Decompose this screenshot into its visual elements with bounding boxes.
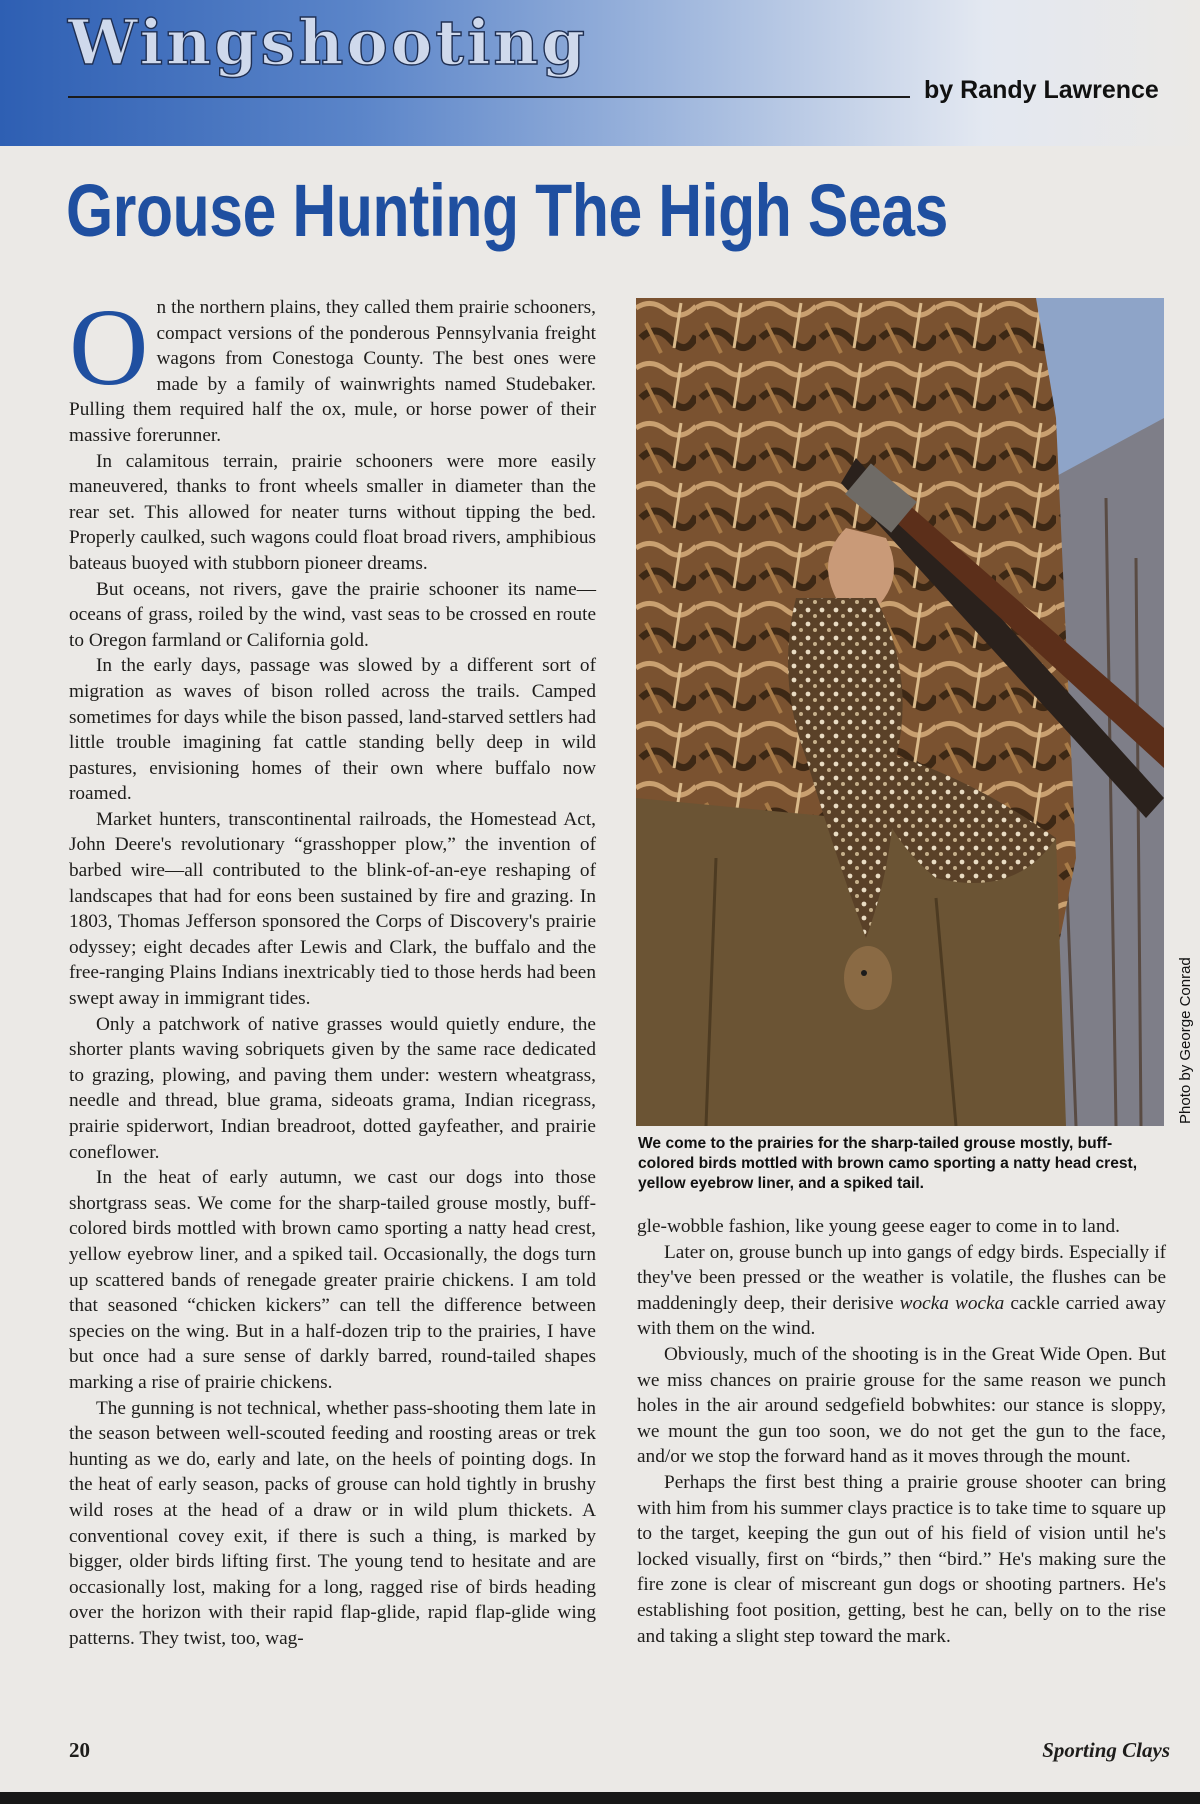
drop-cap: O <box>69 286 149 408</box>
article-paragraph-12: Perhaps the first best thing a prairie grouse shooter can bring with him from his summer clays practice is to take time to square up to the target, keeping the gun out of his field of vision until he's locked visually, first on “birds,” then “bird.” He's making sure the fire zone is clear of miscreant gun dogs or shooting partners. He's establishing foot position, getting, best he can, belly on to the rise and taking a slight step toward the mark. <box>637 1471 1166 1647</box>
article-paragraph-3: But oceans, not rivers, gave the prairie schooner its name—oceans of grass, roiled by the wind, vast seas to be crossed en route to Oregon farmland or California gold. <box>69 578 596 651</box>
article-column-right <box>637 1214 1166 1649</box>
article-paragraph-2: In calamitous terrain, prairie schooners were more easily maneuvered, thanks to front wheels smaller in diameter than the rear set. This allowed for neater turns without tipping the bed. Properly caulked, such wagons could float broad rivers, amphibious bateaus buoyed with stubborn pioneer dreams. <box>69 450 596 574</box>
article-paragraph-6: Only a patchwork of native grasses would quietly endure, the shorter plants waving sobriquets given by the same race dedicated to grazing, plowing, and paving them under: western wheatgrass, needle and thread, blue grama, sideoats grama, Indian ricegrass, prairie spiderwort, Indian breadroot, dotted gayfeather, and prairie coneflower. <box>69 1013 596 1163</box>
byline: by Randy Lawrence <box>924 76 1159 104</box>
hunter-with-grouse-illustration <box>636 298 1164 1126</box>
page-number: 20 <box>69 1738 90 1762</box>
article-paragraph-8: The gunning is not technical, whether pass-shooting them late in the season between well-scouted feeding and roosting areas or trek hunting as we do, early and late, on the heels of pointing dogs. In the heat of early season, packs of grouse can hold tightly in brushy wild roses at the head of a draw or in wild plum thickets. A conventional covey exit, if there is such a thing, is marked by bigger, older birds lifting first. The young tend to hesitate and are occasionally lost, making for a long, ragged rise of birds heading over the horizon with their rapid flap-glide, rapid flap-glide wing patterns. They twist, too, wag- <box>69 1397 596 1649</box>
article-paragraph-7: In the heat of early autumn, we cast our dogs into those shortgrass seas. We come for the sharp-tailed grouse mostly, buff-colored birds mottled with brown camo sporting a natty head crest, yellow eyebrow liner, and a spiked tail. Occasionally, the dogs turn up scattered bands of renegade greater prairie chickens. I am told that seasoned “chicken kickers” can tell the difference between species on the wing. But in a half-dozen trip to the prairies, I have but once had a sure sense of darkly barred, round-tailed shapes marking a rise of prairie chickens. <box>69 1167 596 1393</box>
header-rule <box>68 96 910 98</box>
article-paragraph-11: Obviously, much of the shooting is in the Great Wide Open. But we miss chances on prairie grouse for the same reason we punch holes in the air around sedgefield bobwhites: our stance is sloppy, we mount the gun too soon, we do not get the gun to the face, and/or we stop the forward hand as it moves through the mount. <box>637 1343 1166 1468</box>
article-paragraph-9: gle-wobble fashion, like young geese eager to come in to land. <box>637 1216 1120 1237</box>
section-title: Wingshooting <box>68 6 588 79</box>
article-column-left <box>69 286 596 1651</box>
magazine-name: Sporting Clays <box>1042 1738 1170 1762</box>
article-paragraph-10: Later on, grouse bunch up into gangs of edgy birds. Especially if they've been pressed or the weather is volatile, the flushes can be maddeningly deep, their derisive wocka wocka cackle carried away with them on the wind. <box>637 1241 1166 1340</box>
photo-credit: Photo by George Conrad <box>1177 957 1194 1124</box>
article-paragraph-4: In the early days, passage was slowed by a different sort of migration as waves of bison rolled across the trails. Camped sometimes for days while the bison passed, land-starved settlers had little trouble imagining fat cattle standing belly deep in wild pastures, envisioning homes of their own where buffalo now roamed. <box>69 655 596 805</box>
article-photo <box>636 298 1164 1126</box>
article-paragraph-5: Market hunters, transcontinental railroads, the Homestead Act, John Deere's revolutionary “grasshopper plow,” the invention of barbed wire—all contributed to the blink-of-an-eye reshaping of landscapes that had for eons been sustained by fire and grazing. In 1803, Thomas Jefferson sponsored the Corps of Discovery's prairie odyssey; eight decades after Lewis and Clark, the buffalo and the free-ranging Plains Indians inextricably tied to those herds had been swept away in immigrant tides. <box>69 808 596 1010</box>
article-headline: Grouse Hunting The High Seas <box>66 169 948 252</box>
bottom-bar <box>0 1792 1200 1804</box>
article-paragraph-1: On the northern plains, they called them prairie schooners, compact versions of the ponderous Pennsylvania freight wagons from Conestoga County. The best ones were made by a family of wainwrights named Studebaker. Pulling them required half the ox, mule, or horse power of their massive forerunner. <box>69 286 596 446</box>
photo-caption: We come to the prairies for the sharp-tailed grouse mostly, buff-colored birds mottled with brown camo sporting a natty head crest, yellow eyebrow liner, and a spiked tail. <box>638 1135 1138 1192</box>
